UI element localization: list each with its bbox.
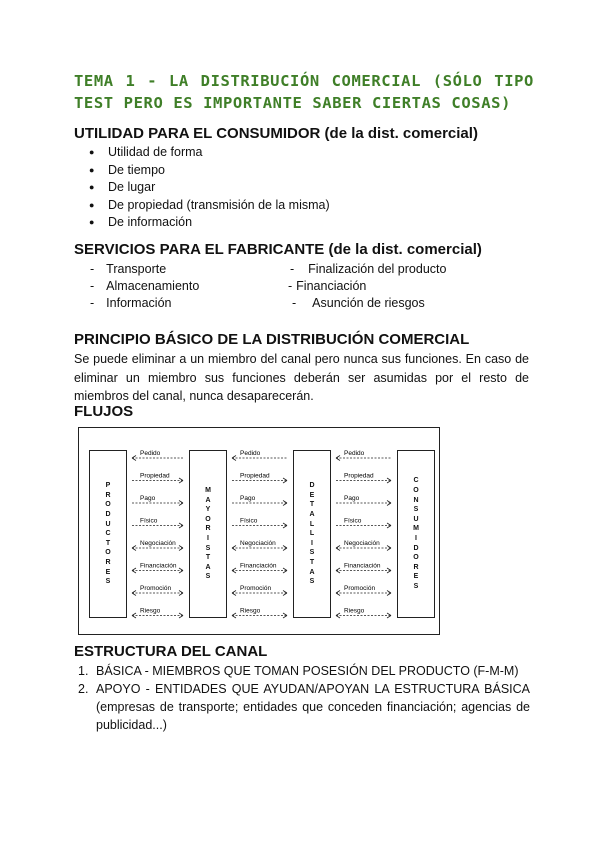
flow-label: Promoción	[344, 585, 376, 592]
utilidad-heading: UTILIDAD PARA EL CONSUMIDOR (de la dist. comercial)	[74, 125, 478, 142]
flow-label: Pago	[140, 495, 156, 502]
servicios-right-list	[288, 261, 446, 312]
list-item: - Financiación	[288, 279, 367, 293]
list-item: - Almacenamiento	[90, 279, 200, 293]
flow-label: Negociación	[344, 540, 380, 547]
column-label: M A Y O R I S T A S	[205, 487, 211, 581]
servicios-left-list	[90, 261, 199, 312]
flow-label: Propiedad	[344, 472, 374, 480]
flow-label: Pedido	[240, 450, 261, 457]
flow-label: Financiación	[240, 562, 277, 570]
column-label: C O N S U M I D O R E S	[413, 477, 419, 590]
flow-label: Negociación	[140, 540, 176, 547]
document-title: TEMA 1 - LA DISTRIBUCIÓN COMERCIAL (SÓLO TIPO TEST PERO ES IMPORTANTE SABER CIERTAS COSAS)	[74, 72, 534, 112]
flow-label: Riesgo	[240, 607, 261, 615]
flow-label: Pago	[240, 495, 256, 502]
list-item: ● De tiempo	[74, 162, 494, 180]
flujos-heading: FLUJOS	[74, 403, 134, 420]
list-item: ● De lugar	[74, 179, 494, 197]
flow-label: Promoción	[240, 585, 272, 592]
list-item: - Finalización del producto	[290, 262, 447, 276]
flow-label: Promoción	[140, 585, 172, 592]
list-item: 1. BÁSICA - MIEMBROS QUE TOMAN POSESIÓN DEL PRODUCTO (F-M-M)	[78, 664, 519, 678]
flow-label: Financiación	[140, 562, 177, 570]
list-item: ● Utilidad de forma	[74, 144, 494, 162]
estructura-list	[74, 662, 530, 734]
list-item: ● De propiedad (transmisión de la misma)	[74, 197, 494, 215]
flow-label: Propiedad	[140, 472, 170, 480]
flow-label: Pedido	[344, 450, 365, 457]
servicios-heading: SERVICIOS PARA EL FABRICANTE (de la dist. comercial)	[74, 241, 482, 258]
flow-label: Pedido	[140, 450, 161, 457]
column-label: D E T A L L I S T A S	[309, 482, 315, 586]
principio-heading: PRINCIPIO BÁSICO DE LA DISTRIBUCIÓN COMERCIAL	[74, 331, 470, 348]
flow-label: Financiación	[344, 562, 381, 570]
list-item: - Transporte	[90, 262, 167, 276]
list-item: 2. APOYO - ENTIDADES QUE AYUDAN/APOYAN LA ESTRUCTURA BÁSICA (empresas de transporte; entidades que conceden financiación; agencias de publicidad...)	[78, 682, 530, 732]
flow-label: Negociación	[240, 540, 276, 547]
utilidad-list	[74, 144, 494, 232]
flow-label: Pago	[344, 495, 360, 502]
flow-label: Físico	[140, 517, 158, 525]
flow-label: Propiedad	[240, 472, 270, 480]
list-item: ● De información	[74, 214, 494, 232]
estructura-heading: ESTRUCTURA DEL CANAL	[74, 643, 268, 660]
principio-text: Se puede eliminar a un miembro del canal pero nunca sus funciones. En caso de eliminar un miembro sus funciones deberán ser asumidas por el resto de miembros del canal, nunca desaparecerán.	[74, 352, 529, 403]
list-item: - Asunción de riesgos	[292, 296, 425, 310]
flow-arrows	[79, 428, 439, 634]
flow-label: Físico	[240, 517, 258, 525]
column-label: P R O D U C T O R E S	[105, 482, 111, 586]
flow-label: Riesgo	[140, 607, 161, 615]
flow-label: Físico	[344, 517, 362, 525]
list-item: - Información	[90, 296, 172, 310]
flujos-diagram	[78, 427, 440, 635]
flow-label: Riesgo	[344, 607, 365, 615]
